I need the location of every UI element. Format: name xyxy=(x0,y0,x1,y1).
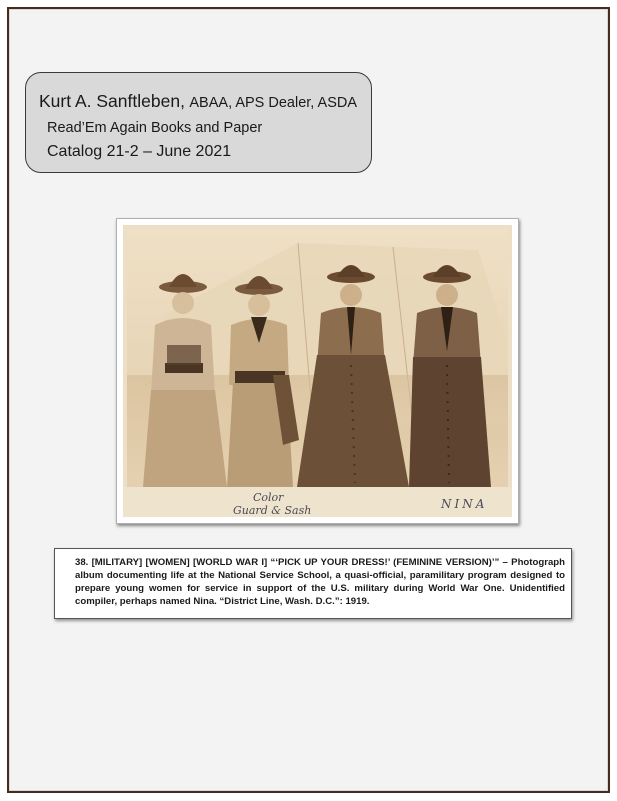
handwriting-note-top: Color xyxy=(253,491,284,504)
dealer-credentials: ABAA, APS Dealer, ASDA xyxy=(189,95,358,111)
handwriting-note-bottom: Guard & Sash xyxy=(233,504,312,517)
item-photograph xyxy=(116,218,519,524)
store-name: Read’Em Again Books and Paper xyxy=(47,120,263,136)
dealer-name: Kurt A. Sanftleben, xyxy=(39,91,185,111)
item-description: 38. [MILITARY] [WOMEN] [WORLD WAR I] “‘PICK UP YOUR DRESS!’ (FEMININE VERSION)’” – Photograph album documenting life at the National Service School, a quasi-official, paramilitary program designed to prepare young women for service in support of the U.S. military during World War One. Unidentified compiler, perhaps named Nina. “District Line, Wash. D.C.”: 1919. xyxy=(54,548,572,619)
catalog-header xyxy=(25,72,372,173)
dealer-line xyxy=(39,91,357,112)
handwriting-name: NINA xyxy=(441,497,488,511)
sepia-photo xyxy=(123,225,512,517)
catalog-issue: Catalog 21-2 – June 2021 xyxy=(47,143,232,160)
